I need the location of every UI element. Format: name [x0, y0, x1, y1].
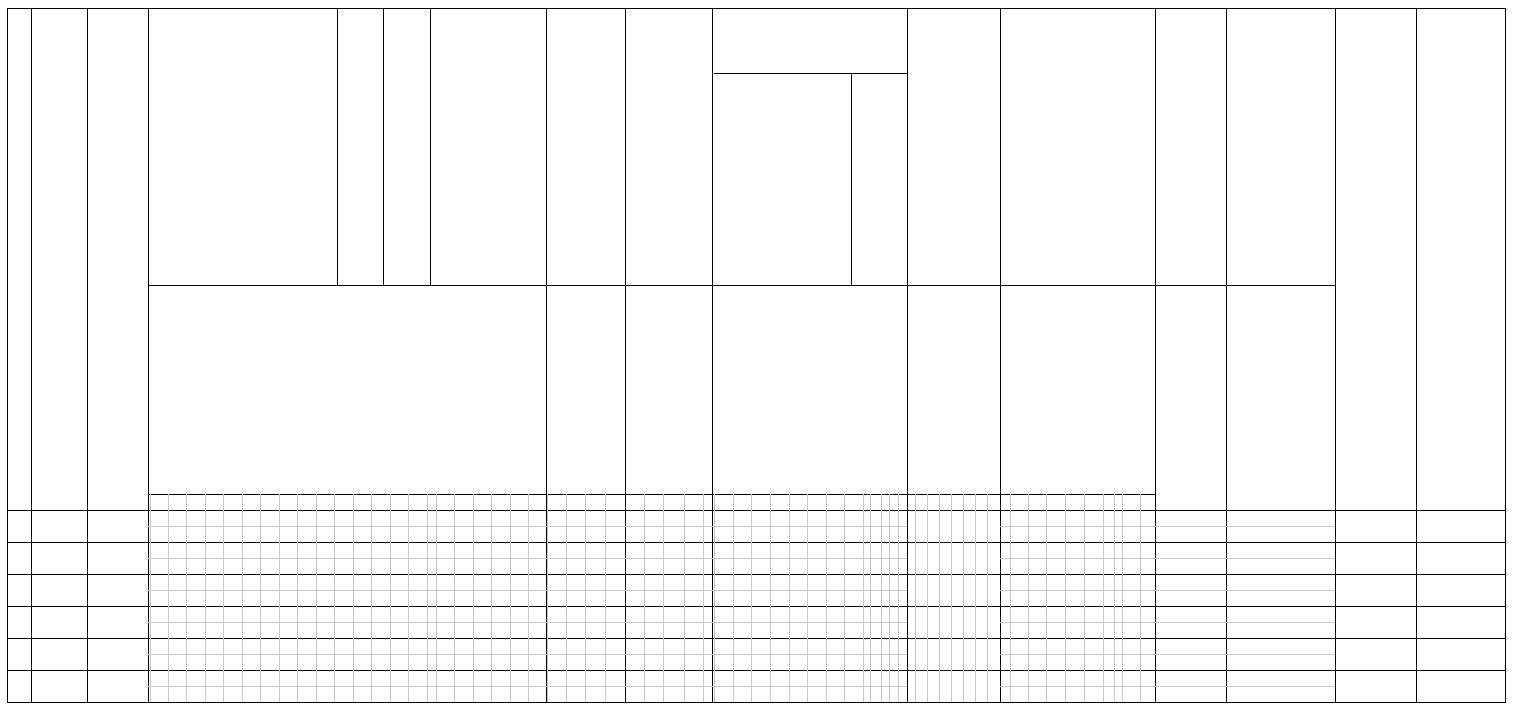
border-bottom [7, 702, 1505, 703]
tax-id-digit[interactable] [206, 511, 220, 525]
header-col-21 [1156, 110, 1226, 185]
header-col-22 [1227, 110, 1335, 180]
header-col-06 [88, 225, 148, 295]
row-mid [148, 686, 546, 687]
col-divider [625, 8, 626, 702]
digit-box [987, 494, 988, 702]
row-mid [148, 558, 546, 559]
gender-flag[interactable] [87, 515, 148, 539]
total-income-digit[interactable] [820, 511, 832, 525]
header-col-23 [1156, 360, 1226, 438]
digit-box [939, 494, 940, 702]
header-col-26 [1417, 195, 1505, 325]
tax-id-digit[interactable] [243, 511, 257, 525]
header-col-14 [626, 40, 712, 255]
header-col-12 [547, 90, 624, 200]
digit-box [963, 494, 964, 702]
border-left [7, 8, 8, 703]
row-mid [712, 622, 907, 623]
col-divider [851, 73, 852, 285]
col-divider [1226, 8, 1227, 702]
border-right [1505, 8, 1506, 703]
header-divider [148, 494, 1155, 495]
row-mid [1000, 622, 1335, 623]
col-divider [1335, 8, 1336, 702]
col-divider [87, 8, 88, 702]
tax-id-digit[interactable] [280, 511, 294, 525]
row-mid [546, 526, 712, 527]
row-divider-5 [7, 670, 1505, 671]
total-income-digit[interactable] [898, 511, 910, 525]
subheader-20-kop [1114, 495, 1155, 510]
header-col-07 [150, 90, 336, 200]
header-col-04 [8, 230, 31, 290]
citizen-flag[interactable] [31, 515, 87, 539]
col-divider [1155, 8, 1156, 702]
capped-income-digit[interactable] [838, 527, 850, 541]
subheader-20-grn [1001, 495, 1114, 510]
row-mid [148, 526, 546, 527]
header-col-20 [1001, 350, 1155, 430]
tax-id-digit[interactable] [316, 511, 330, 525]
accrual-type-code[interactable] [417, 511, 433, 525]
capped-income-digit[interactable] [883, 527, 895, 541]
row-mid [1000, 526, 1335, 527]
header-col-15 [626, 340, 712, 435]
row-divider-4 [7, 638, 1505, 639]
row-mid [546, 558, 712, 559]
row-mid [546, 590, 712, 591]
col-divider [148, 8, 149, 702]
row-mid [1000, 686, 1335, 687]
col-divider [337, 8, 338, 285]
row-mid [546, 686, 712, 687]
header-col-17 [714, 348, 907, 428]
row-divider-3 [7, 606, 1505, 607]
row-mid [712, 590, 907, 591]
category-code[interactable] [371, 511, 390, 525]
row-mid [546, 654, 712, 655]
col-divider [907, 8, 908, 702]
header-col-18 [908, 60, 1000, 440]
header-col-24 [1227, 372, 1335, 417]
digit-box [951, 494, 952, 702]
row-mid [148, 654, 546, 655]
total-income-digit[interactable] [801, 511, 813, 525]
header-col-16 [714, 10, 907, 72]
header-divider [1000, 285, 1335, 286]
capped-income-digit[interactable] [820, 527, 832, 541]
header-divider [714, 73, 907, 74]
total-income-digit[interactable] [883, 511, 895, 525]
sick-days[interactable] [612, 511, 624, 525]
header-col-13 [547, 333, 624, 445]
header-col-05 [32, 212, 87, 307]
work-days-digit[interactable] [665, 511, 679, 525]
row-mid [1000, 654, 1335, 655]
digit-box [927, 494, 928, 702]
col-divider [31, 8, 32, 702]
capped-income-digit[interactable] [801, 527, 813, 541]
period-digit[interactable] [475, 511, 489, 525]
header-divider [148, 285, 1000, 286]
period-digit[interactable] [456, 511, 470, 525]
row-mid [712, 654, 907, 655]
tax-id-digit[interactable] [224, 511, 238, 525]
col-divider [1000, 8, 1001, 702]
work-days-digit[interactable] [694, 511, 708, 525]
header-col-08 [337, 95, 383, 195]
period-digit[interactable] [530, 511, 544, 525]
total-income-digit[interactable] [857, 511, 869, 525]
header-col-25 [1336, 240, 1416, 280]
header-col-10 [431, 120, 545, 170]
row-mid [148, 590, 546, 591]
row-mid [712, 558, 907, 559]
col-divider [1416, 8, 1417, 702]
digit-box [975, 494, 976, 702]
row-mid [712, 686, 907, 687]
header-col-09 [384, 110, 430, 180]
row-divider-2 [7, 574, 1505, 575]
row-number[interactable] [7, 515, 31, 539]
tax-id-digit[interactable] [298, 511, 312, 525]
header-col-19 [1001, 105, 1155, 185]
tax-id-digit[interactable] [152, 511, 166, 525]
capped-income-digit[interactable] [898, 527, 910, 541]
tax-id-digit[interactable] [188, 511, 202, 525]
tax-id-digit[interactable] [261, 511, 275, 525]
col-divider [383, 8, 384, 285]
tax-id-digit[interactable] [170, 511, 184, 525]
border-top [7, 8, 1505, 9]
row-mid [1000, 558, 1335, 559]
row-divider-1 [7, 542, 1505, 543]
subheader-17-grn [714, 495, 870, 510]
period-digit[interactable] [512, 511, 526, 525]
header-col-16-grn [714, 170, 851, 190]
total-income-digit[interactable] [838, 511, 850, 525]
row-mid [1000, 590, 1335, 591]
col-divider [712, 8, 713, 702]
period-digit[interactable] [493, 511, 507, 525]
header-col-11 [150, 370, 546, 412]
capped-income-digit[interactable] [857, 527, 869, 541]
row-mid [546, 622, 712, 623]
period-digit[interactable] [438, 511, 452, 525]
digit-box [915, 494, 916, 702]
col-divider [430, 8, 431, 285]
row-mid [148, 622, 546, 623]
header-col-16-kop [852, 170, 907, 190]
